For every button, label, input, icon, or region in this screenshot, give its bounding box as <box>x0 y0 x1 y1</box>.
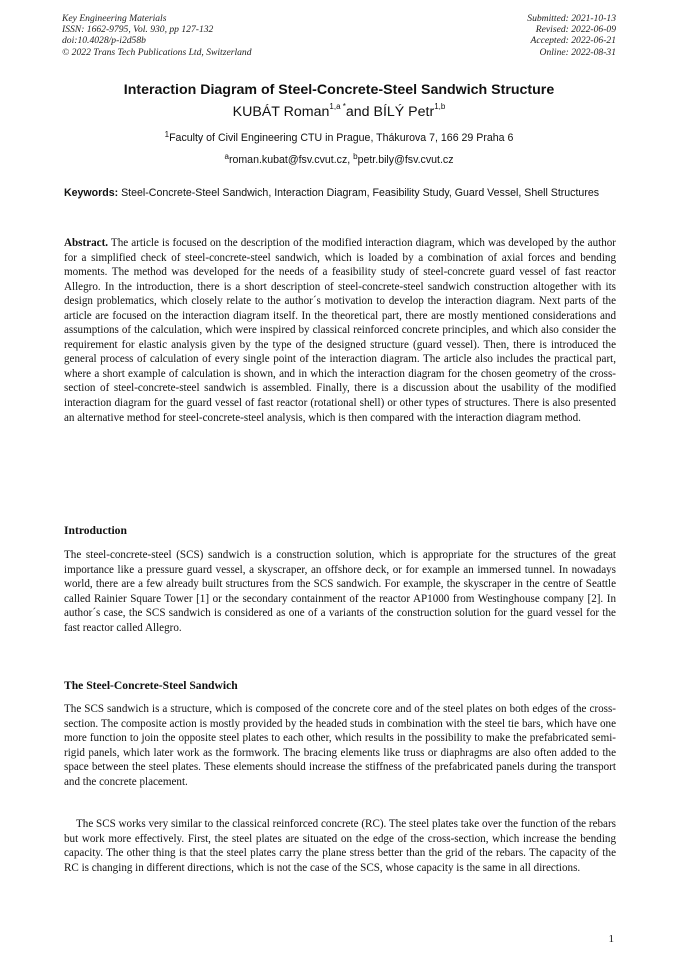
publication-dates <box>527 13 616 58</box>
revised-date: Revised: 2022-06-09 <box>535 24 616 36</box>
authors-line <box>0 104 678 120</box>
journal-info <box>62 13 252 58</box>
issn: ISSN: 1662-9795, Vol. 930, pp 127-132 <box>62 24 214 36</box>
affiliation <box>0 132 678 144</box>
abstract-text: The article is focused on the description of the modified interaction diagram, which was developed by the author for a simplified check of steel-concrete-steel sandwich, which is loaded by a combination of axial forces and bending moments. The method was developed for the needs of a feasibility study of steel-concrete guard vessel of fast reactor Allegro. In the introduction, there is a short description of steel-concrete-steel sandwich construction altogether with its design problematics, which closely relate to the author´s motivation to develop the interaction diagram. Next parts of the article are focused on the interaction diagram itself. In the theoretical part, there are mostly mentioned considerations and assumptions of the calculation, which were inspired by classical reinforced concrete principles, and which also consider the requirement for elastic analysis given by the type of the designed structure (guard vessel). Then, there is introduced the general process of calculation of every single point of the interaction diagram. The article also includes the practical part, where a short example of calculation is shown, and in which the interaction diagram for the chosen geometry of the cross-section of steel-concrete-steel sandwich is assembled. Finally, there is a discussion about the usability of the modified interaction diagram for the guard vessel of fast reactor (rotational shell) or other types of structures. There is also presented an alternative method for steel-concrete-steel analysis, which is then compared with the interaction diagram method. <box>64 237 616 424</box>
introduction-paragraph: The steel-concrete-steel (SCS) sandwich is a construction solution, which is appropriate for the structures of the great importance like a pressure guard vessel, a skyscraper, an offshore deck, or for example an immersed tunnel. In nowadays world, there are a few already built structures from the SCS sandwich. For example, the skyscraper in the centre of Seattle called Rainier Square Tower [1] or the secondary containment of the reactor AP1000 from Westinghouse company [2]. In author´s case, the SCS sandwich is considered as one of a variants of the construction solution for the guard vessel for the fast reactor called Allegro. <box>64 549 616 634</box>
accepted-date: Accepted: 2022-06-21 <box>530 35 616 47</box>
affiliation-text: Faculty of Civil Engineering CTU in Prague, Thákurova 7, 166 29 Praha 6 <box>169 132 514 144</box>
email-b[interactable]: petr.bily@fsv.cvut.cz <box>357 154 454 166</box>
author-2-affiliation: 1,b <box>434 102 446 111</box>
introduction-heading: Introduction <box>64 524 127 537</box>
doi[interactable]: doi:10.4028/p-i2d58b <box>62 35 146 47</box>
abstract-label: Abstract. <box>64 237 109 249</box>
author-2: BÍLÝ Petr <box>373 104 435 120</box>
scs-paragraph-2: The SCS works very similar to the classical reinforced concrete (RC). The steel plates take over the function of the rebars but work more effectively. First, the steel plates are situated on the edge of the cross-section, which increase the bending capacity. The other thing is that the steel plates carry the plane stress better than the grid of the rebars. The capacity of the RC is changing in different directions, which is not the case of the SCS, whose capacity is the same in all directions. <box>64 818 616 874</box>
paper-title: Interaction Diagram of Steel-Concrete-Steel Sandwich Structure <box>123 82 555 98</box>
affiliation-marker: 1 <box>164 130 170 139</box>
keywords <box>64 186 616 201</box>
author-1-affiliation: 1,a * <box>329 102 346 111</box>
scs-paragraph-1: The SCS sandwich is a structure, which is composed of the concrete core and of the steel plates on both edges of the cross-section. The composite action is mostly provided by the headed studs in combination with the steel tie bars, which have one more function to join the opposite steel plates to each other, which results in the possibility to make the prefabricated semi-rigid panels, which later work as the formwork. The bracing elements like truss or diaphragms are also often added to the space between the steel plates. These elements should increase the stiffness of the prefabricated panels during the transport and the concrete placement. <box>64 703 616 788</box>
page-number: 1 <box>608 933 614 945</box>
online-date: Online: 2022-08-31 <box>539 46 616 58</box>
author-emails <box>0 154 678 166</box>
abstract <box>64 236 616 425</box>
email-b-marker: b <box>353 152 358 161</box>
email-a-marker: a <box>224 152 229 161</box>
submitted-date: Submitted: 2021-10-13 <box>527 13 616 24</box>
author-1: KUBÁT Roman <box>232 104 330 120</box>
scs-section-heading: The Steel-Concrete-Steel Sandwich <box>64 679 238 692</box>
copyright: © 2022 Trans Tech Publications Ltd, Switzerland <box>62 46 252 58</box>
journal-name: Key Engineering Materials <box>62 13 167 24</box>
email-a[interactable]: roman.kubat@fsv.cvut.cz, <box>228 154 354 166</box>
author-connector: and <box>345 104 374 120</box>
keywords-label: Keywords: <box>64 187 119 199</box>
keywords-text: Steel-Concrete-Steel Sandwich, Interaction Diagram, Feasibility Study, Guard Vessel, Shell Structures <box>118 187 600 199</box>
